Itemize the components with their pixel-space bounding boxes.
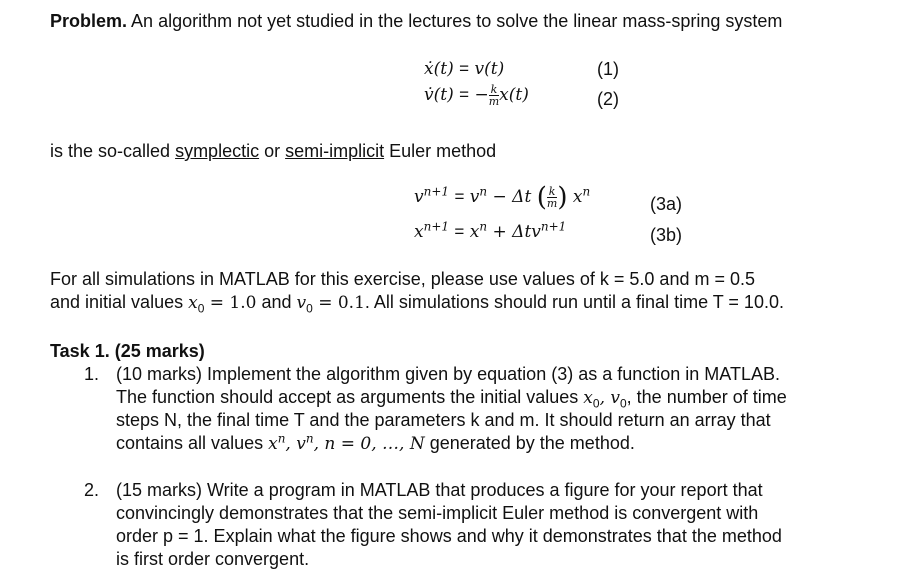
item1-line-2: The function should accept as arguments the initial values $x_0$, $v_0$, the number of time bbox=[116, 387, 787, 411]
x0-value: = 1.0 bbox=[209, 293, 257, 313]
v0-symbol: $v_0$ bbox=[296, 293, 313, 316]
equation-3a-tag: (3a) bbox=[650, 194, 683, 214]
item1-line-1: (10 marks) Implement the algorithm given by equation (3) as a function in MATLAB. bbox=[116, 364, 780, 384]
semi-implicit-link[interactable]: semi-implicit bbox=[285, 141, 385, 161]
initial-values-symbols: $x_0$, $v_0$ bbox=[583, 388, 627, 411]
problem-statement bbox=[50, 10, 782, 32]
method-sentence bbox=[50, 140, 496, 162]
simulations-line-2: and initial values $x_0 = 1.0$ and $v_0 = 0.1$. All simulations should run until a final time T = 10.0. bbox=[50, 292, 784, 316]
equation-1: ẋ(t) = v(t) bbox=[424, 59, 505, 79]
item1-number: 1. bbox=[84, 364, 100, 384]
equation-3b: $x^{n+1} = x^n + \Delta tv^{n+1}$ bbox=[414, 219, 567, 242]
item1-line-3: steps N, the final time T and the parameters k and m. It should return an array that bbox=[116, 410, 771, 430]
method-sentence-pre: is the so-called bbox=[50, 141, 176, 161]
v0-value: = 0.1 bbox=[318, 293, 365, 313]
x0-symbol: $x_0$ bbox=[188, 293, 205, 316]
item2-line-3: order p = 1. Explain what the figure shows and why it demonstrates that the method bbox=[116, 526, 782, 546]
method-sentence-post: Euler method bbox=[384, 141, 497, 161]
equation-3a: $v^{n+1} = v^n - \Delta t$ ( $\frac{k}{m}$ ) $x^n$ bbox=[414, 182, 591, 213]
item2-line-2: convincingly demonstrates that the semi-implicit Euler method is convergent with bbox=[116, 503, 759, 523]
task1-heading: Task 1. (25 marks) bbox=[50, 341, 205, 361]
equation-2: v̇(t) = − $\frac{k}{m}$ x(t) bbox=[424, 83, 529, 108]
simulations-line-1: For all simulations in MATLAB for this exercise, please use values of k = 5.0 and m = 0.5 bbox=[50, 269, 755, 289]
problem-label: Problem. bbox=[50, 11, 128, 31]
equation-2-tag: (2) bbox=[597, 89, 619, 109]
item1-line-4: contains all values $x^n$, $v^n$, n = 0, …, N generated by the method. bbox=[116, 431, 635, 454]
method-sentence-mid: or bbox=[259, 141, 286, 161]
symplectic-link[interactable]: symplectic bbox=[175, 141, 260, 161]
values-sequence-symbols: $x^n$, $v^n$, n = 0, …, N bbox=[268, 431, 425, 454]
item2-line-1: (15 marks) Write a program in MATLAB that produces a figure for your report that bbox=[116, 480, 763, 500]
item2-number: 2. bbox=[84, 480, 100, 500]
problem-intro: An algorithm not yet studied in the lectures to solve the linear mass-spring system bbox=[131, 11, 783, 31]
equation-1-tag: (1) bbox=[597, 59, 619, 79]
item2-line-4: is first order convergent. bbox=[116, 549, 310, 569]
equation-3b-tag: (3b) bbox=[650, 225, 683, 245]
